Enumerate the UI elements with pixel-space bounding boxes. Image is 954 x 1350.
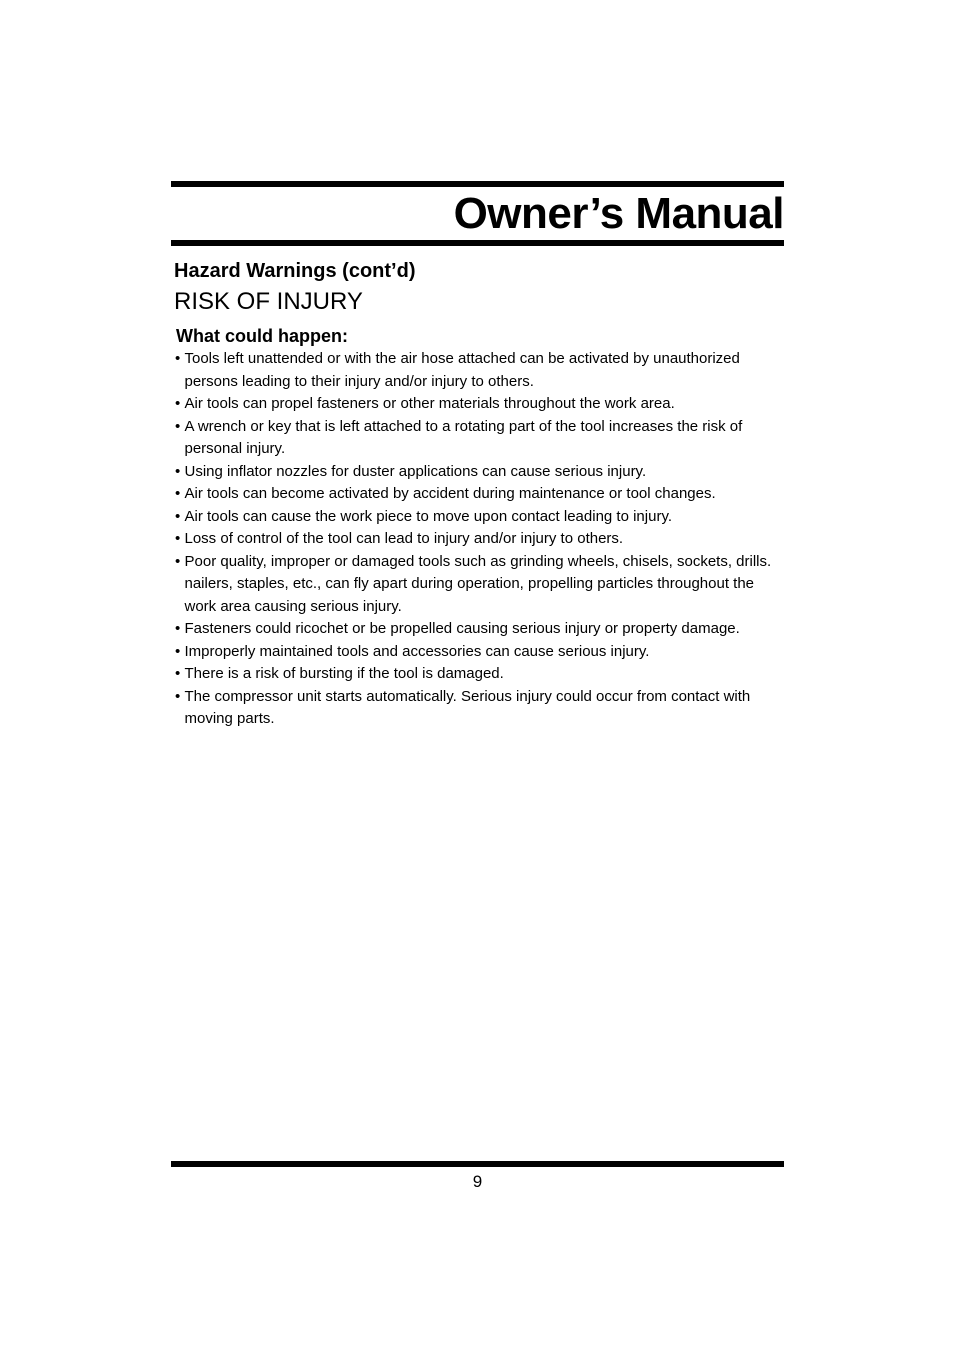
list-item-text: Air tools can propel fasteners or other materials throughout the work area.	[184, 395, 675, 412]
list-item	[175, 663, 787, 686]
header-bottom-rule	[171, 240, 784, 246]
list-item-text: Air tools can become activated by accident during maintenance or tool changes.	[184, 485, 716, 502]
list-item-text: Poor quality, improper or damaged tools such as grinding wheels, chisels, sockets, drills. nailers, staples, etc., can fly apart during operation, propelling particles throughout the work area causing serious injury.	[184, 552, 772, 615]
list-item-text: Improperly maintained tools and accessories can cause serious injury.	[184, 642, 650, 660]
page-number: 9	[472, 1172, 483, 1191]
list-item-text: A wrench or key that is left attached to a rotating part of the tool increases the risk of personal injury.	[184, 417, 743, 457]
bullet-icon: •	[175, 530, 181, 547]
list-item-text: There is a risk of bursting if the tool is damaged.	[184, 665, 504, 682]
list-item-text: Loss of control of the tool can lead to injury and/or injury to others.	[184, 530, 624, 547]
bullet-icon: •	[175, 552, 181, 570]
bullet-icon: •	[175, 462, 181, 480]
risk-heading: RISK OF INJURY	[174, 288, 363, 315]
bullet-icon: •	[175, 665, 181, 682]
list-item-text: The compressor unit starts automatically. Serious injury could occur from contact with moving parts.	[184, 687, 751, 727]
hazard-list	[175, 348, 787, 731]
list-item	[175, 461, 787, 484]
bullet-icon: •	[175, 350, 181, 367]
list-item	[175, 506, 787, 529]
footer-rule	[171, 1161, 784, 1167]
bullet-icon: •	[175, 417, 181, 435]
list-item	[175, 393, 787, 416]
list-item-text: Air tools can cause the work piece to move upon contact leading to injury.	[184, 507, 672, 525]
list-item	[175, 641, 787, 664]
list-item-text: Using inflator nozzles for duster applications can cause serious injury.	[184, 462, 647, 480]
section-heading: Hazard Warnings (cont’d)	[174, 260, 416, 282]
list-item	[175, 483, 787, 506]
bullet-icon: •	[175, 485, 181, 502]
list-item	[175, 686, 787, 731]
page-title: Owner’s Manual	[453, 189, 784, 238]
bullet-icon: •	[175, 395, 181, 412]
bullet-icon: •	[175, 687, 181, 705]
list-item	[175, 551, 787, 619]
list-item	[175, 618, 787, 641]
list-item-text: Fasteners could ricochet or be propelled causing serious injury or property damage.	[184, 620, 740, 637]
bullet-icon: •	[175, 620, 181, 637]
bullet-icon: •	[175, 642, 181, 660]
what-could-happen-heading: What could happen:	[176, 326, 348, 346]
list-item-text: Tools left unattended or with the air hose attached can be activated by unauthorized persons leading to their injury and/or injury to others.	[184, 350, 740, 390]
list-item	[175, 348, 787, 393]
bullet-icon: •	[175, 507, 181, 525]
list-item	[175, 416, 787, 461]
list-item	[175, 528, 787, 551]
